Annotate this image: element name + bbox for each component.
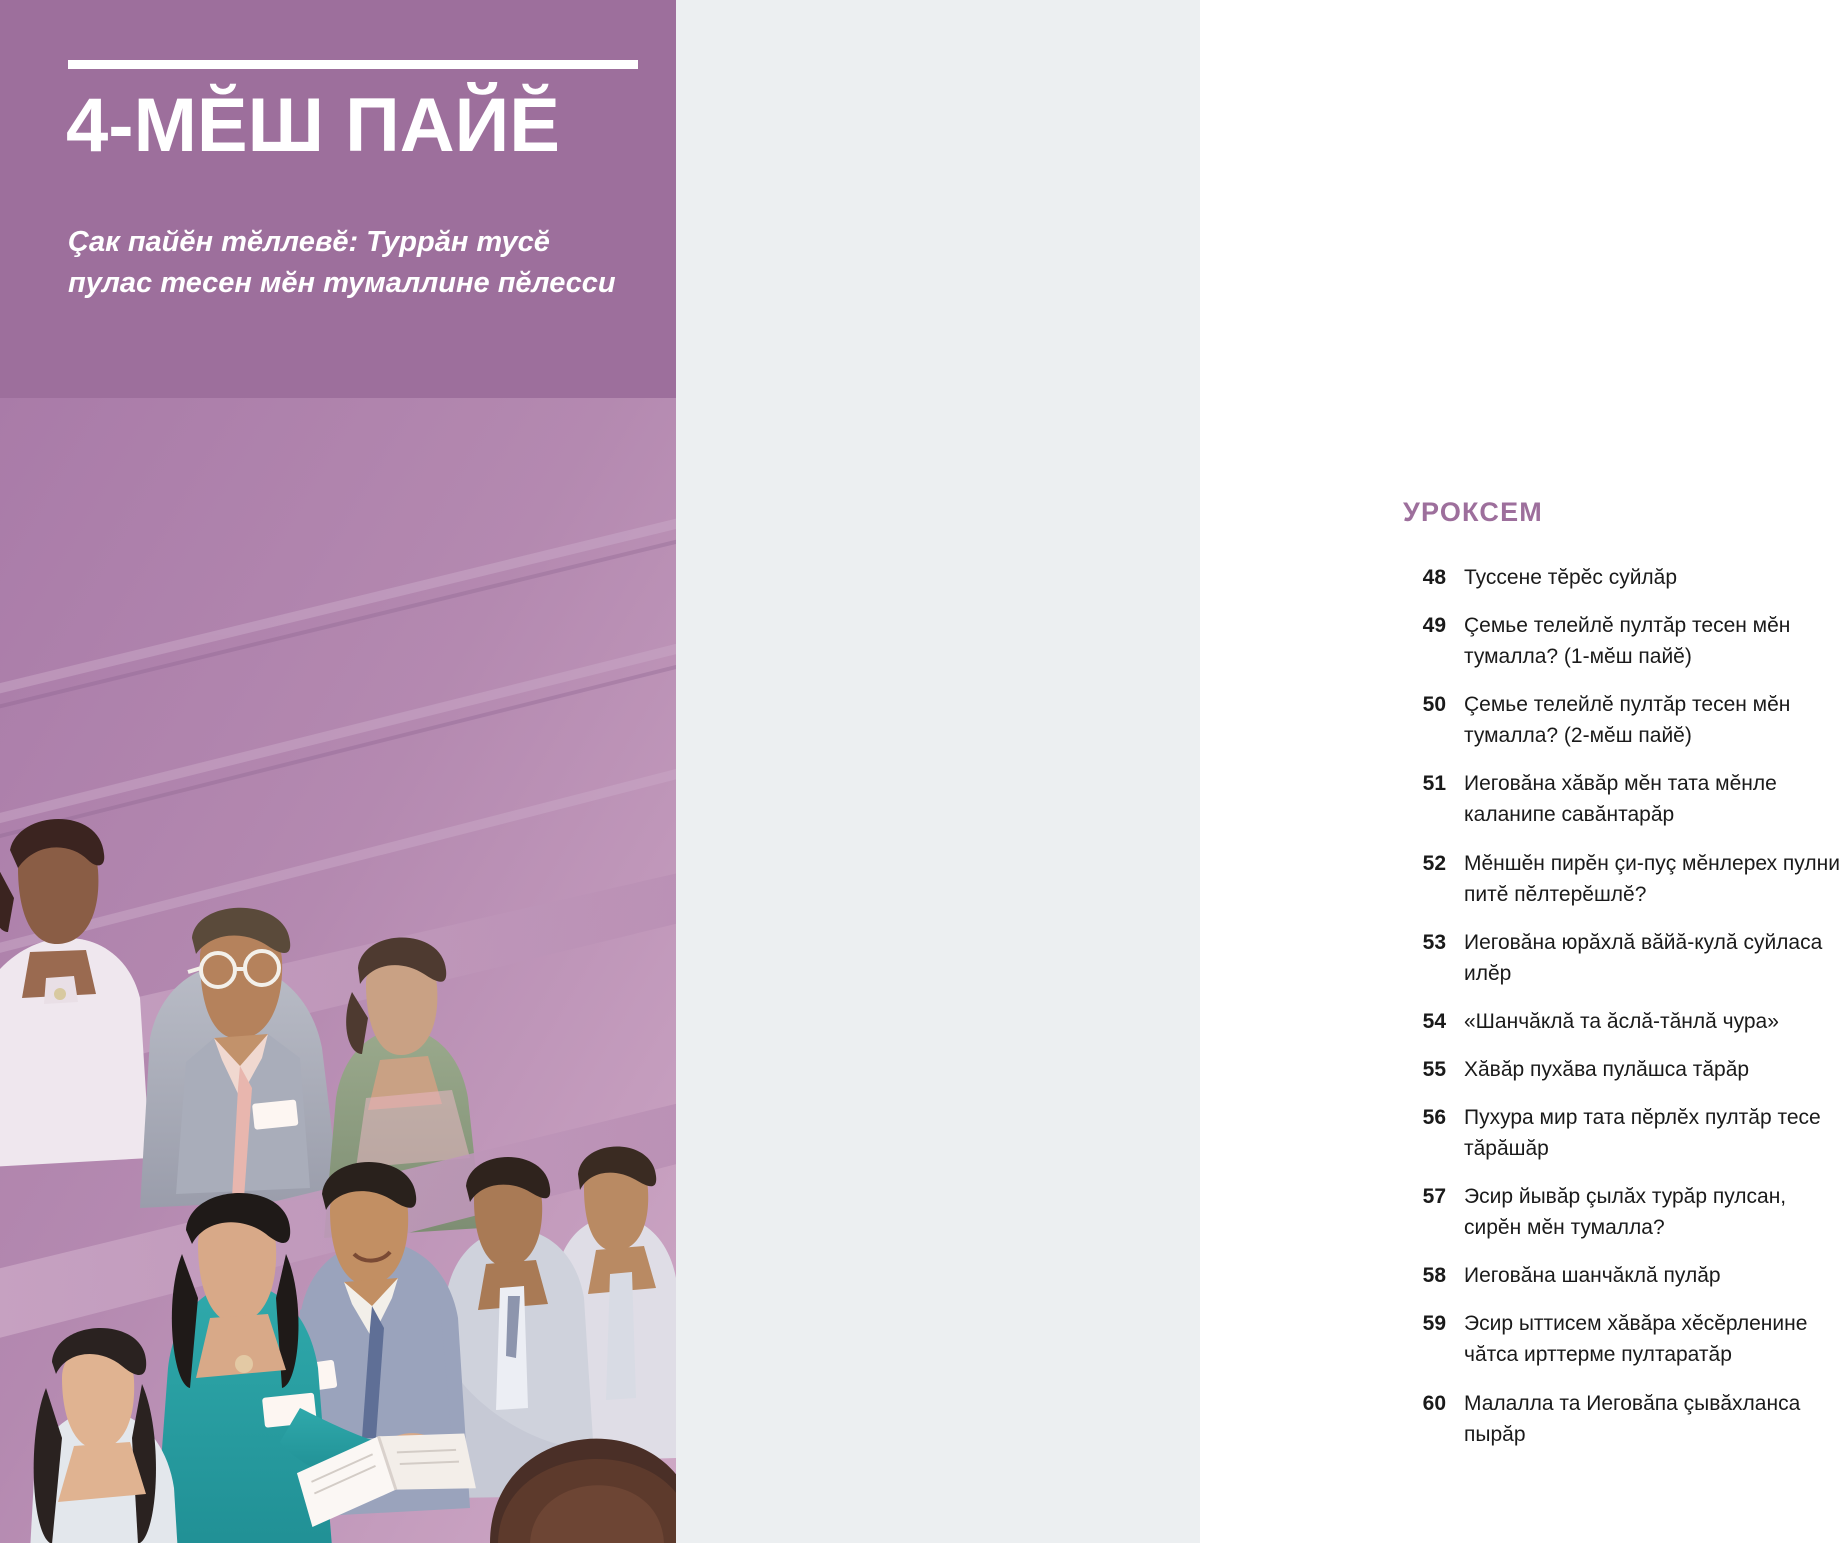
list-item[interactable] <box>1398 610 1848 672</box>
toc-heading: УРОКСЕМ <box>1403 497 1543 527</box>
list-item[interactable] <box>1398 768 1848 830</box>
list-item[interactable] <box>1398 689 1848 751</box>
lesson-title: Пухура мир тата пӗрлӗх пултӑр тесе тӑрӑшӑр <box>1464 1106 1821 1161</box>
lesson-number: 55 <box>1422 1057 1446 1081</box>
lesson-title: Туссене тӗрӗс суйлӑр <box>1464 566 1678 589</box>
list-item[interactable] <box>1398 927 1848 989</box>
lesson-number: 48 <box>1422 566 1446 589</box>
lesson-title: Хӑвӑр пухӑва пулӑшса тӑрӑр <box>1464 1057 1750 1081</box>
lesson-title: Иеговӑна юрӑхлӑ вӑйӑ-кулӑ суйласа илӗр <box>1464 930 1823 985</box>
list-item[interactable] <box>1398 1181 1848 1243</box>
list-item[interactable] <box>1398 1260 1848 1291</box>
lesson-title: Иеговӑна шанчӑклӑ пулӑр <box>1464 1264 1721 1288</box>
lesson-title: Иеговӑна хӑвӑр мӗн тата мӗнле каланипе савӑнтарӑр <box>1464 772 1777 827</box>
section-subtitle: Çак пайӗн тӗллевӗ: Туррӑн тусӗ пулас тесен мӗн тумаллине пӗлесси <box>68 226 616 300</box>
lesson-number: 57 <box>1422 1185 1446 1209</box>
lesson-title: Çемье телейлӗ пултӑр тесен мӗн тумалла? (2-мӗш пайӗ) <box>1464 693 1791 748</box>
lesson-title: «Шанчӑклӑ та ӑслӑ-тӑнлӑ чура» <box>1464 1009 1779 1033</box>
congregation-illustration <box>0 398 676 1543</box>
illustration <box>0 398 676 1543</box>
lesson-title: Çемье телейлӗ пултӑр тесен мӗн тумалла? (1-мӗш пайӗ) <box>1464 614 1791 669</box>
lesson-title: Эсир йывӑр çылӑх турӑр пулсан, сирӗн мӗн тумалла? <box>1464 1185 1787 1240</box>
toc-panel <box>676 0 1840 1543</box>
lesson-number: 53 <box>1422 930 1446 954</box>
lesson-title: Эсир ыттисем хӑвӑра хӗсӗрленине чӑтса ирттерме пултаратӑр <box>1464 1312 1808 1367</box>
lesson-number: 51 <box>1422 772 1446 796</box>
lesson-number: 60 <box>1422 1391 1446 1415</box>
lesson-title: Мӗншӗн пирӗн çи-пуç мӗнлерех пулни питӗ пӗлтерӗшлӗ? <box>1464 851 1840 906</box>
lesson-number: 58 <box>1422 1264 1446 1288</box>
title-rule <box>68 60 638 69</box>
list-item[interactable] <box>1398 848 1848 910</box>
lesson-number: 59 <box>1422 1312 1446 1336</box>
toc-list <box>1398 562 1848 1467</box>
lesson-number: 54 <box>1422 1009 1446 1033</box>
lesson-number: 52 <box>1422 851 1446 875</box>
lesson-number: 49 <box>1422 614 1446 638</box>
list-item[interactable] <box>1398 1388 1848 1450</box>
lesson-number: 50 <box>1422 693 1446 717</box>
list-item[interactable] <box>1398 1006 1848 1037</box>
list-item[interactable] <box>1398 562 1848 593</box>
lesson-title: Малалла та Иеговӑпа çывӑхланса пырӑр <box>1464 1391 1801 1446</box>
list-item[interactable] <box>1398 1054 1848 1085</box>
section-banner <box>0 0 676 1543</box>
list-item[interactable] <box>1398 1308 1848 1370</box>
lesson-number: 56 <box>1422 1106 1446 1130</box>
page-title: 4-МӖШ ПАЙӖ <box>66 83 560 168</box>
list-item[interactable] <box>1398 1102 1848 1164</box>
